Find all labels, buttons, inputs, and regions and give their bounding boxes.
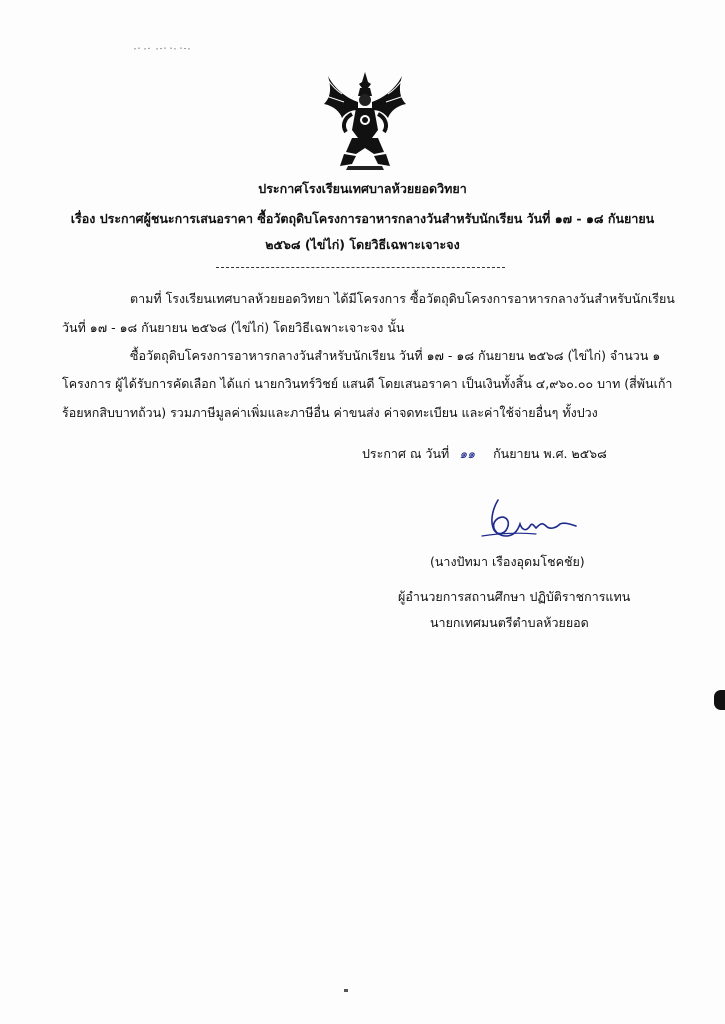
body-paragraph-2-line-1: ซื้อวัตถุดิบโครงการอาหารกลางวันสำหรับนักเรียน วันที่ ๑๗ - ๑๘ กันยายน ๒๕๖๘ (ไข่ไก่) จำนวน ๑ <box>130 348 661 363</box>
signatory-position: ผู้อำนวยการสถานศึกษา ปฏิบัติราชการแทน <box>398 589 631 604</box>
body-paragraph-1-line-2: วันที่ ๑๗ - ๑๘ กันยายน ๒๕๖๘ (ไข่ไก่) โดยวิธีเฉพาะเจาะจง นั้น <box>62 320 405 335</box>
scan-edge-artifact <box>714 690 725 710</box>
announcement-date <box>362 445 607 463</box>
garuda-emblem-icon <box>322 68 408 172</box>
date-prefix: ประกาศ ณ วันที่ <box>362 446 450 461</box>
scan-dot-artifact <box>344 989 348 992</box>
heading-divider <box>216 267 505 268</box>
signatory-position-continued: นายกเทศมนตรีตำบลห้วยยอด <box>430 615 589 630</box>
body-paragraph-2-line-2: โครงการ ผู้ได้รับการคัดเลือก ได้แก่ นายกวินทร์วิชย์ แสนดี โดยเสนอราคา เป็นเงินทั้งสิ้น ๔,๙๖๐.๐๐ บาท (สี่พันเก้า <box>62 376 673 391</box>
announcement-heading: ประกาศโรงเรียนเทศบาลห้วยยอดวิทยา <box>258 181 467 196</box>
announcement-subject: เรื่อง ประกาศผู้ชนะการเสนอราคา ซื้อวัตถุดิบโครงการอาหารกลางวันสำหรับนักเรียน วันที่ ๑๗ - ๑๘ กันยายน <box>70 211 655 226</box>
body-paragraph-1-line-1: ตามที่ โรงเรียนเทศบาลห้วยยอดวิทยา ได้มีโครงการ ซื้อวัตถุดิบโครงการอาหารกลางวันสำหรับนักเรียน <box>130 291 675 306</box>
scan-artifact <box>132 44 192 52</box>
handwritten-signature <box>476 496 582 546</box>
body-paragraph-2-line-3: ร้อยหกสิบบาทถ้วน) รวมภาษีมูลค่าเพิ่มและภาษีอื่น ค่าขนส่ง ค่าจดทะเบียน และค่าใช้จ่ายอื่นๆ ทั้งปวง <box>62 405 598 420</box>
signatory-name: (นางปัทมา เรืองอุดมโชคชัย) <box>430 554 585 569</box>
date-month-year: กันยายน พ.ศ. ๒๕๖๘ <box>493 446 607 461</box>
announcement-subject-continued: ๒๕๖๘ (ไข่ไก่) โดยวิธีเฉพาะเจาะจง <box>265 237 460 252</box>
date-day-handwritten: ๑๑ <box>459 446 476 461</box>
